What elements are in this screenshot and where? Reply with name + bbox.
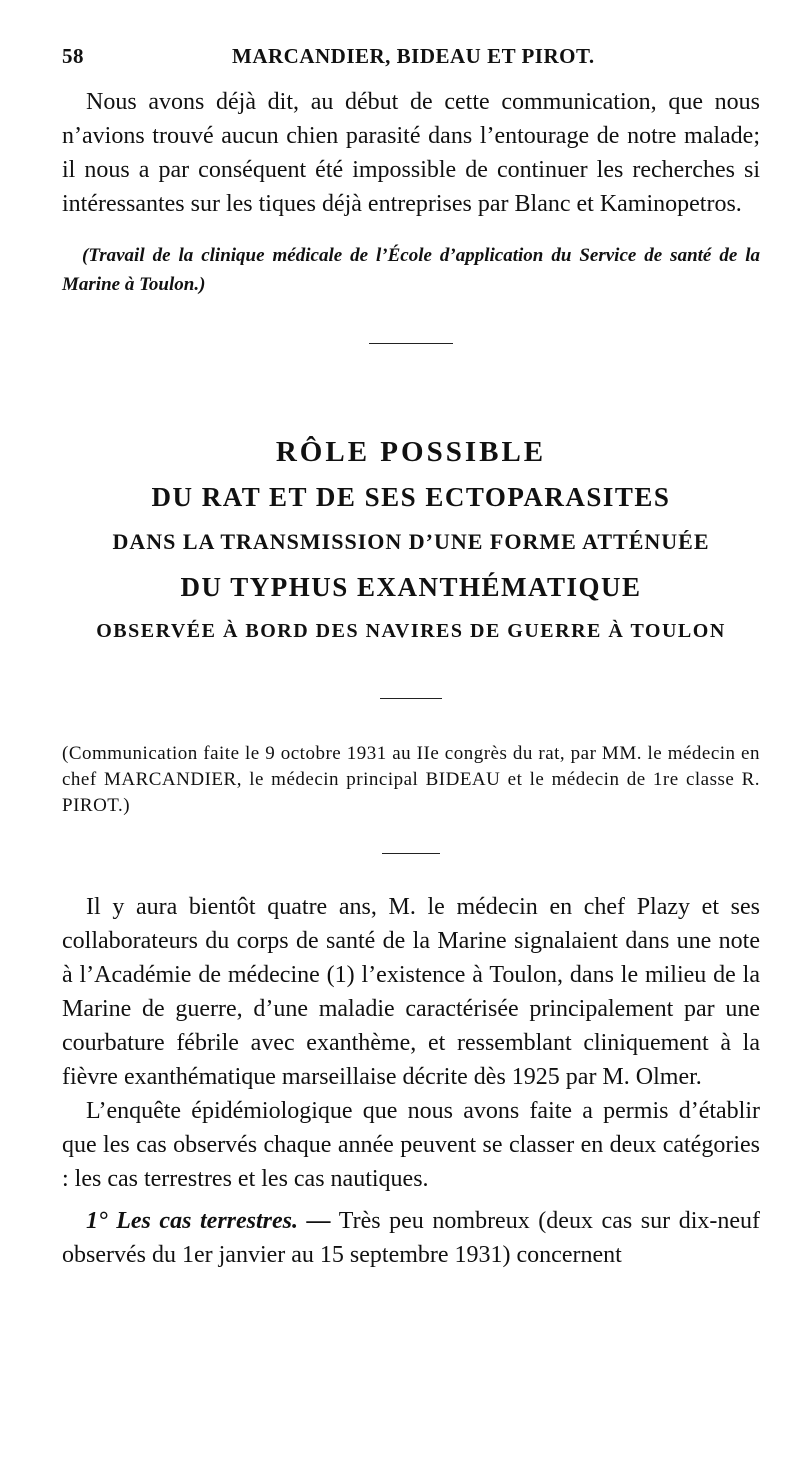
work-note: (Travail de la clinique médicale de l’École d’application du Service de santé de la Marine à Toulon.) (62, 245, 760, 295)
paragraph-4 (62, 1204, 760, 1272)
communication-note: (Communication faite le 9 octobre 1931 au IIe congrès du rat, par MM. le médecin en chef MARCANDIER, le médecin principal BIDEAU et le médecin de 1re classe R. PIROT.) (62, 743, 760, 816)
paragraph-4-text: Très peu nombreux (deux cas sur dix-neuf observés du 1er janvier au 15 septembre 1931) concernent (62, 1208, 761, 1268)
paragraph-3: L’enquête épidémiologique que nous avons faite a permis d’établir que les cas observés chaque année peuvent se classer en deux catégories : les cas terrestres et les cas nautiques. (62, 1098, 760, 1192)
page-number: 58 (62, 44, 84, 68)
separator-rule (380, 698, 442, 699)
page-header (62, 0, 760, 69)
running-title: MARCANDIER, BIDEAU ET PIROT. (232, 44, 595, 68)
separator-rule (369, 343, 453, 344)
title-line-1: RÔLE POSSIBLE (275, 436, 547, 468)
paragraph-4-lead: 1° Les cas terrestres. — (86, 1208, 331, 1234)
title-line-2: DU RAT ET DE SES ECTOPARASITES (151, 482, 671, 512)
article-title (62, 430, 760, 652)
title-line-3: DANS LA TRANSMISSION D’UNE FORME ATTÉNUÉE (112, 529, 710, 554)
separator-rule (382, 853, 440, 854)
paragraph-2: Il y aura bientôt quatre ans, M. le médecin en chef Plazy et ses collaborateurs du corps de santé de la Marine signalaient dans une note à l’Académie de médecine (1) l’existence à Toulon, dans le milieu de la Marine de guerre, d’une maladie caractérisée principalement par une courbature fébrile avec exanthème, et ressemblant cliniquement à la fièvre exanthématique marseillaise décrite dès 1925 par M. Olmer. (62, 894, 760, 1090)
title-line-5: OBSERVÉE À BORD DES NAVIRES DE GUERRE À TOULON (96, 620, 726, 642)
paragraph-1: Nous avons déjà dit, au début de cette communication, que nous n’avions trouvé aucun chien parasité dans l’entourage de notre malade; il nous a par conséquent été impossible de continuer les recherches si intéressantes sur les tiques déjà entreprises par Blanc et Kaminopetros. (62, 89, 760, 217)
title-line-4: DU TYPHUS EXANTHÉMATIQUE (180, 572, 642, 602)
